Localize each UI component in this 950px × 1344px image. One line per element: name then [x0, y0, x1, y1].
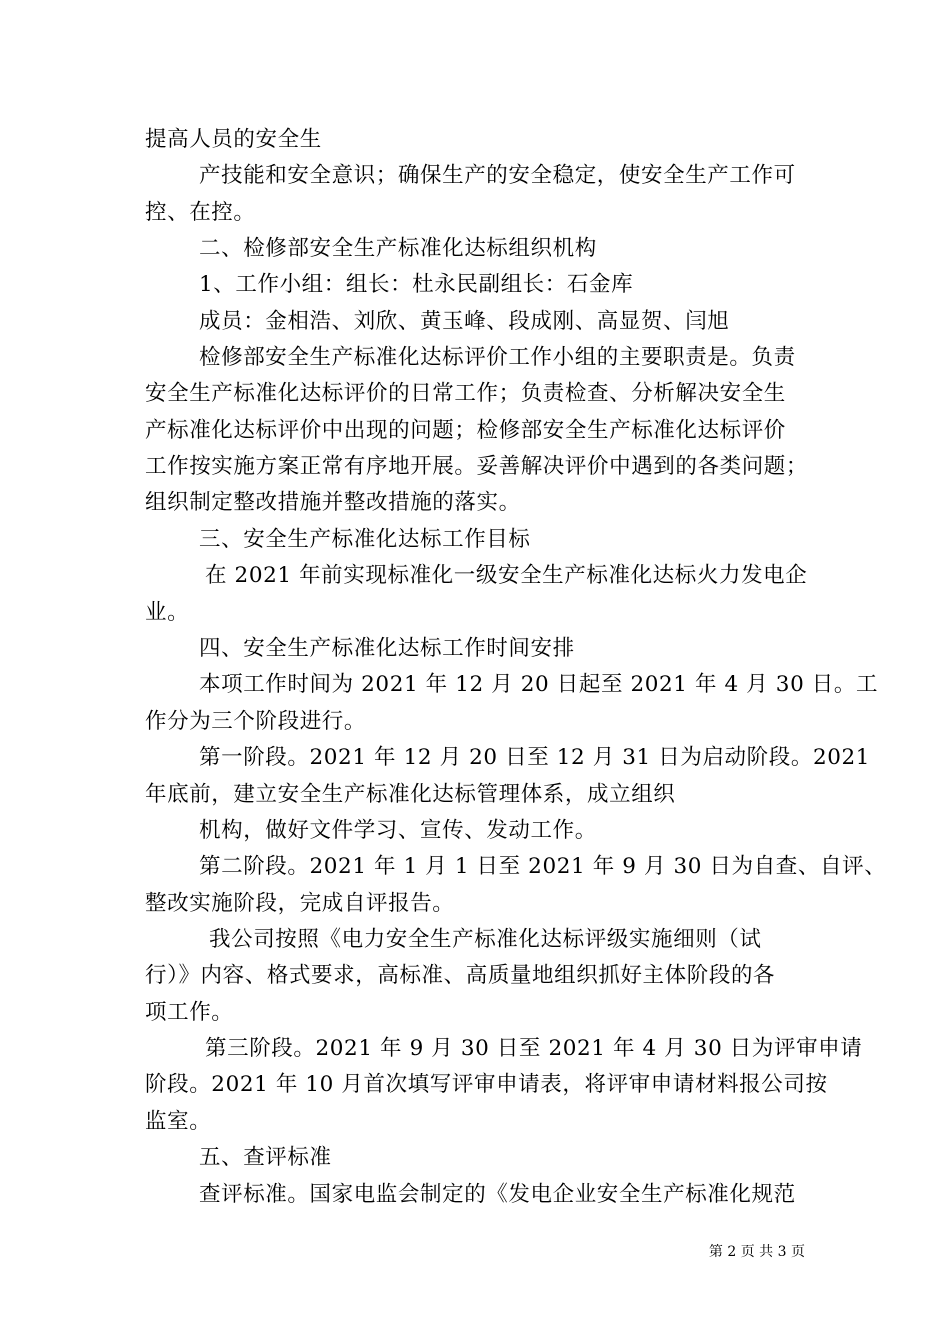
text-line: 我公司按照《电力安全生产标准化达标评级实施细则（试 [209, 927, 762, 952]
text-line: 行）》内容、格式要求，高标准、高质量地组织抓好主体阶段的各 [145, 963, 776, 988]
section-heading: 二、检修部安全生产标准化达标组织机构 [199, 236, 597, 261]
text-line: 整改实施阶段，完成自评报告。 [145, 891, 455, 916]
text-line: 第三阶段。2021 年 9 月 30 日至 2021 年 4 月 30 日为评审申请 [205, 1036, 863, 1061]
text-line: 成员：金相浩、刘欣、黄玉峰、段成刚、高显贺、闫旭 [199, 309, 730, 334]
text-line: 工作按实施方案正常有序地开展。妥善解决评价中遇到的各类问题； [145, 454, 809, 479]
text-line: 产标准化达标评价中出现的问题；检修部安全生产标准化达标评价 [145, 418, 786, 443]
text-line: 在 2021 年前实现标准化一级安全生产标准化达标火力发电企 [205, 563, 808, 588]
section-heading: 五、查评标准 [199, 1145, 332, 1170]
text-line: 业。 [145, 600, 190, 625]
text-line: 监室。 [145, 1109, 212, 1134]
text-line: 查评标准。国家电监会制定的《发电企业安全生产标准化规范 [199, 1182, 796, 1207]
text-line: 组织制定整改措施并整改措施的落实。 [145, 490, 521, 515]
text-line: 控、在控。 [145, 200, 256, 225]
text-line: 阶段。2021 年 10 月首次填写评审申请表，将评审申请材料报公司按 [145, 1072, 828, 1097]
page-number: 第 2 页 共 3 页 [708, 1244, 805, 1260]
text-line: 年底前，建立安全生产标准化达标管理体系，成立组织 [145, 782, 676, 807]
text-line: 本项工作时间为 2021 年 12 月 20 日起至 2021 年 4 月 30 日。工 [199, 672, 879, 697]
text-line: 安全生产标准化达标评价的日常工作；负责检查、分析解决安全生 [145, 381, 786, 406]
text-line: 作分为三个阶段进行。 [145, 709, 367, 734]
section-heading: 三、安全生产标准化达标工作目标 [199, 527, 531, 552]
text-line: 产技能和安全意识；确保生产的安全稳定，使安全生产工作可 [199, 163, 796, 188]
section-heading: 四、安全生产标准化达标工作时间安排 [199, 636, 575, 661]
text-line: 项工作。 [145, 1000, 234, 1025]
text-line: 第二阶段。2021 年 1 月 1 日至 2021 年 9 月 30 日为自查、自评、 [199, 854, 887, 879]
text-line: 1、工作小组：组长：杜永民副组长：石金库 [199, 272, 634, 297]
text-line: 机构，做好文件学习、宣传、发动工作。 [199, 818, 597, 843]
text-line: 第一阶段。2021 年 12 月 20 日至 12 月 31 日为启动阶段。2021 [199, 745, 871, 770]
text-line: 提高人员的安全生 [145, 127, 322, 152]
text-line: 检修部安全生产标准化达标评价工作小组的主要职责是。负责 [199, 345, 796, 370]
